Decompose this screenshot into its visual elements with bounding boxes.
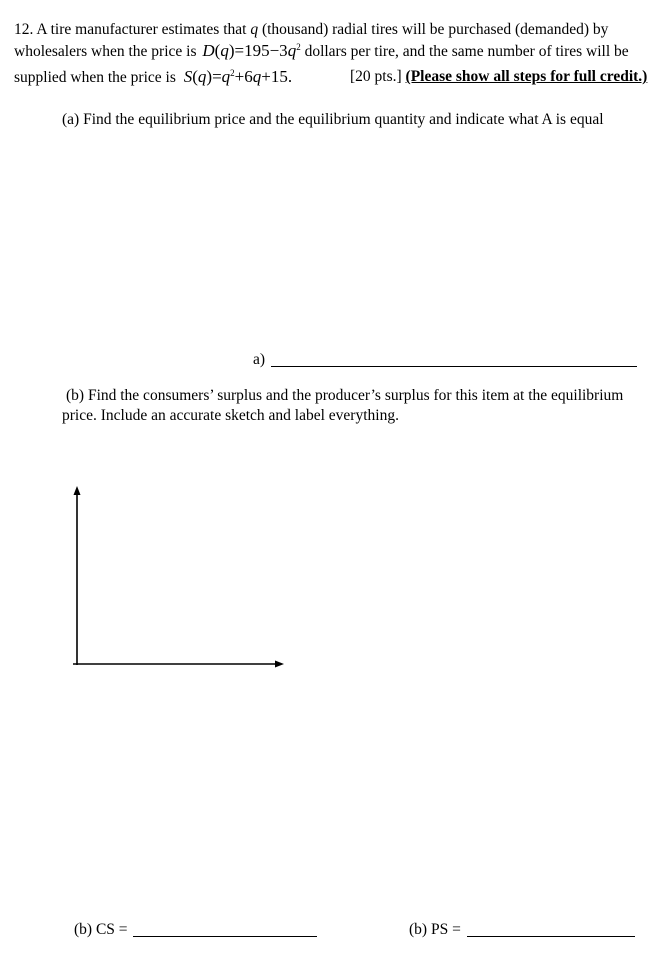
demand-function: $D(q)=195-3q^2$ (202, 41, 301, 60)
variable-q: q (250, 21, 259, 38)
part-b-prompt-line-1: (b) Find the consumers’ surplus and the producer’s surplus for this item at the equilibrium (66, 387, 624, 404)
problem-text: dollars per tire, and the same number of tires will be (304, 43, 629, 60)
x-axis-arrowhead (275, 661, 284, 668)
supply-function: $S(q)=q^2+6q+15$. (183, 67, 293, 86)
problem-text: supplied when the price is (14, 69, 176, 86)
ps-label: (b) PS = (409, 921, 461, 938)
part-a-prompt: (a) Find the equilibrium price and the equilibrium quantity and indicate what A is equal (62, 111, 604, 128)
part-a-answer-label: a) (253, 351, 266, 368)
problem-text: A tire manufacturer estimates that (36, 21, 247, 38)
points-label: [20 pts.] (350, 68, 402, 85)
problem-text: (thousand) radial tires will be purchased (demanded) by (261, 21, 609, 38)
problem-text: wholesalers when the price is (14, 43, 197, 60)
ps-answer-blank[interactable] (467, 936, 635, 937)
y-axis-arrowhead (74, 486, 81, 495)
cs-label: (b) CS = (74, 921, 128, 938)
credit-note: (Please show all steps for full credit.) (405, 68, 648, 85)
problem-number: 12. (14, 21, 34, 38)
part-b-prompt-line-2: price. Include an accurate sketch and label everything. (62, 407, 399, 424)
cs-answer-blank[interactable] (133, 936, 317, 937)
